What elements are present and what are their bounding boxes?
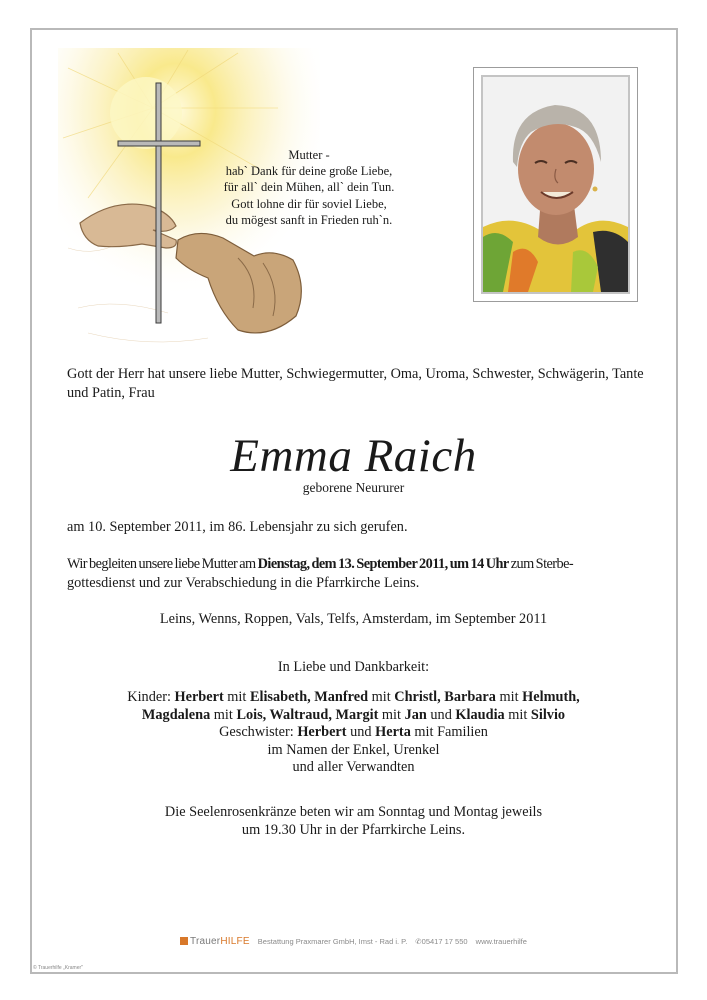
mourner-name: Jan	[404, 706, 427, 723]
brand-name	[190, 936, 250, 947]
connector: mit	[210, 706, 237, 723]
mourner-name: Christl, Barbara	[394, 689, 496, 705]
footer	[0, 936, 707, 947]
connector: und	[346, 724, 376, 741]
love-line: In Liebe und Dankbarkeit:	[277, 659, 430, 675]
footer-web: www.trauerhilfe	[475, 937, 527, 946]
copyright-note: © Trauerhilfe „Kramer"	[33, 965, 83, 971]
trauerhilfe-logo-icon	[180, 937, 188, 945]
footer-phone: 05417 17 550	[421, 937, 468, 946]
funeral-date: Dienstag, dem 13. September 2011, um 14 Uhr	[257, 556, 509, 572]
poem-line: für all` dein Mühen, all` dein Tun.	[223, 180, 395, 195]
intro-text: Gott der Herr hat unsere liebe Mutter, Schwiegermutter, Oma, Uroma, Schwester, Schwägerin, Tante und Patin, Frau	[67, 366, 644, 401]
mourner-name: Lois, Waltraud, Margit	[236, 706, 379, 723]
rosary-notice	[0, 803, 707, 839]
poem-line: Gott lohne dir für soviel Liebe,	[231, 196, 387, 211]
mourner-name: Herta	[375, 724, 411, 741]
mourners-line: und aller Verwandten	[292, 759, 415, 776]
death-notice: am 10. September 2011, im 86. Lebensjahr zu sich gerufen.	[67, 519, 408, 535]
mourners-line	[0, 724, 707, 742]
connector: und	[426, 706, 456, 723]
mourner-name: Herbert	[174, 689, 224, 705]
brand-accent: HILFE	[220, 936, 250, 947]
mourner-name: Helmuth,	[522, 689, 580, 705]
funeral-notice	[67, 555, 642, 592]
maiden-name: geborene Neururer	[302, 480, 405, 495]
phone-icon: ✆	[415, 937, 422, 946]
mourner-name: Silvio	[530, 706, 566, 723]
mourners-list	[0, 689, 707, 777]
connector: mit	[368, 689, 395, 705]
poem-line: du mögest sanft in Frieden ruh`n.	[225, 212, 393, 227]
connector: mit	[223, 689, 250, 705]
footer-company: Bestattung Praxmarer GmbH, Imst - Rad i. P.	[257, 937, 408, 946]
brand-main: Trauer	[190, 936, 221, 947]
memorial-poem	[205, 147, 413, 228]
connector: mit Familien	[410, 724, 488, 741]
poem-line: hab` Dank für deine große Liebe,	[225, 164, 393, 179]
portrait-photo-frame	[473, 67, 638, 302]
poem-line: Mutter -	[288, 148, 330, 162]
funeral-suffix: zum Sterbe-	[508, 556, 574, 572]
mourner-name: Herbert	[297, 724, 347, 741]
mourner-name: Elisabeth, Manfred	[249, 689, 369, 705]
deceased-name: Emma Raich	[230, 430, 477, 482]
funeral-line-2: gottesdienst und zur Verabschiedung in die Pfarrkirche Leins.	[67, 574, 420, 591]
place-date: Leins, Wenns, Roppen, Vals, Telfs, Amsterdam, im September 2011	[159, 611, 548, 627]
rosary-line: um 19.30 Uhr in der Pfarrkirche Leins.	[241, 822, 466, 838]
mourner-name: Klaudia	[455, 706, 505, 723]
mourners-line	[0, 689, 707, 707]
mourners-line	[0, 707, 707, 725]
portrait-photo	[481, 75, 630, 294]
connector: mit	[495, 689, 523, 705]
mourner-name: Magdalena	[141, 706, 211, 723]
connector: mit	[378, 706, 405, 723]
geschwister-label: Geschwister:	[219, 724, 298, 741]
rosary-line: Die Seelenrosenkränze beten wir am Sonntag und Montag jeweils	[164, 804, 543, 820]
kinder-label: Kinder:	[127, 689, 175, 705]
connector: mit	[504, 706, 531, 723]
funeral-prefix: Wir begleiten unsere liebe Mutter am	[67, 556, 258, 572]
funeral-line-1	[67, 555, 642, 574]
mourners-line: im Namen der Enkel, Urenkel	[267, 741, 440, 758]
